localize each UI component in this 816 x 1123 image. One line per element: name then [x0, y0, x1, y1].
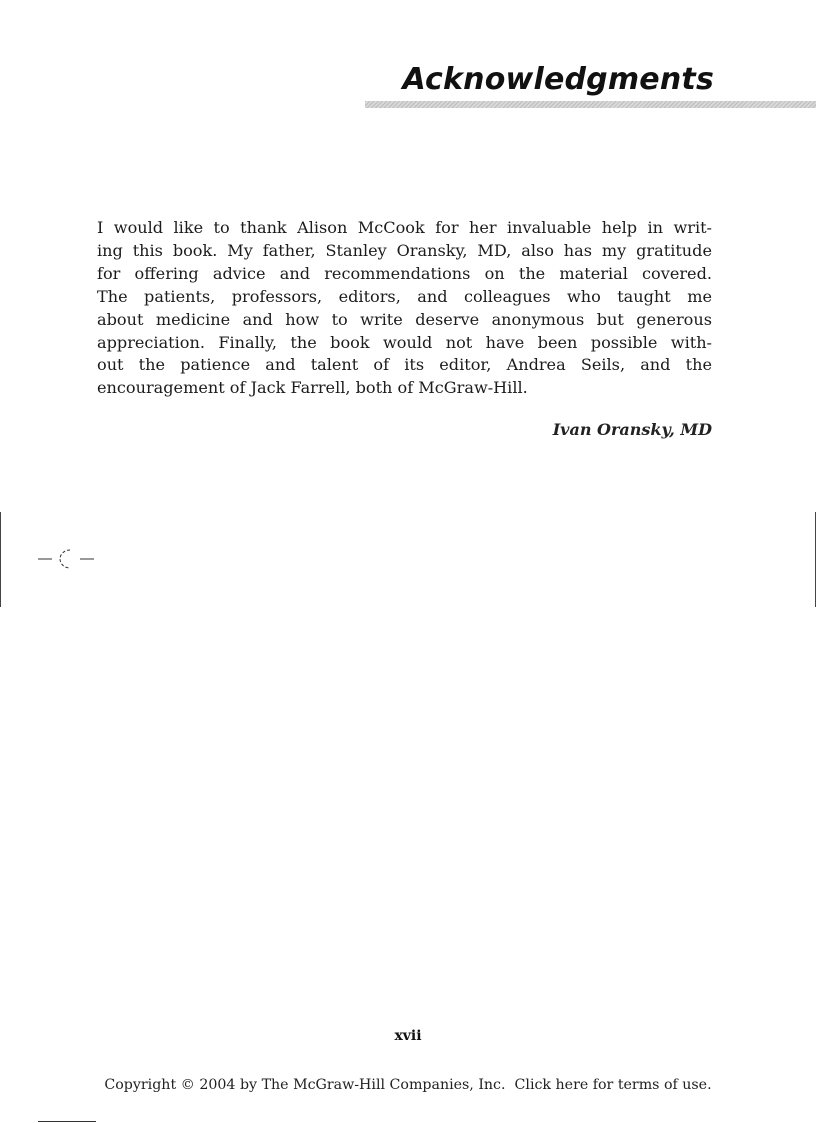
paragraph-line: I would like to thank Alison McCook for her invaluable help in writ-: [97, 218, 712, 237]
author-signature: Ivan Oransky, MD: [552, 420, 712, 439]
paragraph-line: out the patience and talent of its editor, Andrea Seils, and the: [97, 355, 712, 375]
terms-of-use-link[interactable]: Click here for terms of use.: [514, 1077, 712, 1093]
paragraph-line: for offering advice and recommendations on the material covered.: [97, 263, 712, 283]
page-number: xvii: [394, 1028, 422, 1044]
title-underline-rule: [365, 101, 816, 108]
bottom-rule: [38, 1121, 96, 1122]
registration-mark-icon: [30, 544, 100, 574]
paragraph-line: encouragement of Jack Farrell, both of McGraw-Hill.: [97, 378, 528, 398]
paragraph-line: about medicine and how to write deserve anonymous but generous: [97, 309, 712, 329]
paragraph-line: ing this book. My father, Stanley Oransky, MD, also has my gratitude: [97, 240, 712, 260]
copyright-footer: [0, 1077, 816, 1093]
crop-mark-left: [0, 512, 1, 607]
page-title: Acknowledgments: [402, 62, 714, 97]
paragraph-line: appreciation. Finally, the book would not have been possible with-: [97, 332, 712, 352]
paragraph-line: The patients, professors, editors, and colleagues who taught me: [97, 286, 712, 306]
copyright-text: Copyright © 2004 by The McGraw-Hill Companies, Inc.: [104, 1077, 506, 1093]
acknowledgments-paragraph: [97, 217, 712, 400]
